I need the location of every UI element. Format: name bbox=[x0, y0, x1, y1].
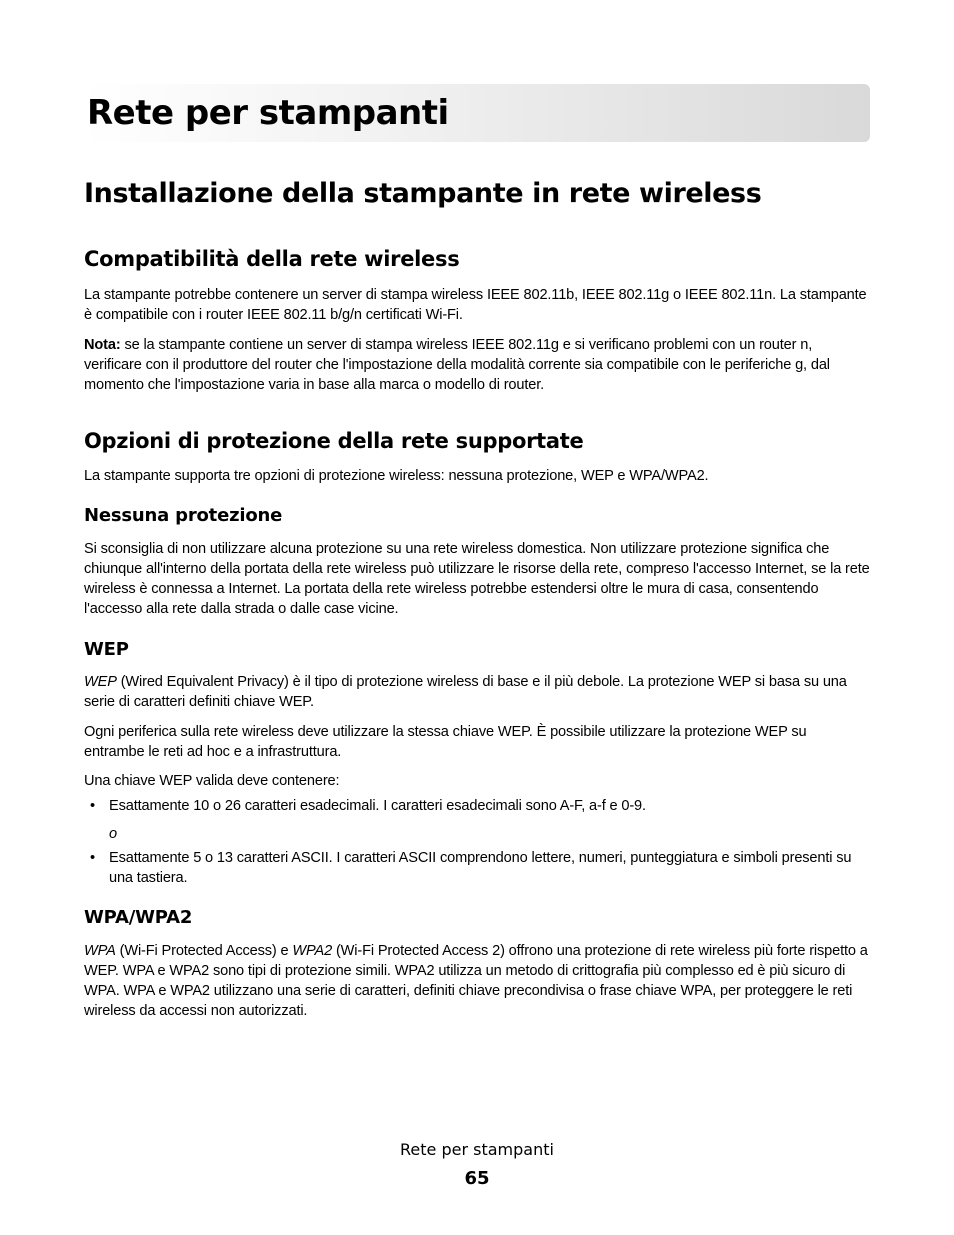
wep-term: WEP bbox=[84, 674, 117, 690]
compatibility-note bbox=[84, 335, 870, 395]
wpa-paragraph: WPA (Wi-Fi Protected Access) e WPA2 (Wi-Fi Protected Access 2) offrono una protezione di rete wireless più forte rispetto a WEP. WPA e WPA2 sono tipi di protezione simili. WPA2 utilizza un metodo di crittografia più complesso ed è più sicuro di WPA. WPA e WPA2 utilizzano una serie di caratteri, definiti chiave precondivisa o frase chiave WPA, per proteggere le reti wireless da accessi non autorizzati. bbox=[84, 943, 868, 1019]
footer-chapter-title: Rete per stampanti bbox=[400, 1140, 554, 1159]
no-security-paragraph: Si sconsiglia di non utilizzare alcuna protezione su una rete wireless domestica. Non utilizzare protezione significa che chiunque all'interno della portata della rete wireless può utilizzare le risorse della rete, compreso l'accesso Internet, se la rete wireless è connessa a Internet. La portata della rete wireless potrebbe estendersi oltre le mura di casa, consentendo l'accesso alla rete dalla strada o dalle case vicine. bbox=[84, 541, 870, 617]
compatibility-heading: Compatibilità della rete wireless bbox=[84, 247, 460, 271]
note-label: Nota: bbox=[84, 337, 121, 353]
bullet-icon: • bbox=[90, 798, 95, 814]
wep-key-list-2 bbox=[84, 848, 870, 888]
wep-paragraph-2: Ogni periferica sulla rete wireless deve utilizzare la stessa chiave WEP. È possibile utilizzare la protezione WEP su entrambe le reti ad hoc e a infrastruttura. bbox=[84, 724, 807, 760]
compatibility-paragraph: La stampante potrebbe contenere un server di stampa wireless IEEE 802.11b, IEEE 802.11g o IEEE 802.11n. La stampante è compatibile con i router IEEE 802.11 b/g/n certificati Wi-Fi. bbox=[84, 287, 867, 323]
bullet-icon: • bbox=[90, 850, 95, 866]
list-item: • Esattamente 5 o 13 caratteri ASCII. I caratteri ASCII comprendono lettere, numeri, punteggiatura e simboli presenti su una tastiera. bbox=[90, 850, 852, 886]
chapter-title: Rete per stampanti bbox=[87, 93, 449, 133]
no-security-heading: Nessuna protezione bbox=[84, 505, 283, 526]
wep-paragraph-1: WEP (Wired Equivalent Privacy) è il tipo di protezione wireless di base e il più debole. La protezione WEP si basa su una serie di caratteri definiti chiave WEP. bbox=[84, 674, 847, 710]
or-separator: o bbox=[109, 826, 118, 842]
section-title: Installazione della stampante in rete wireless bbox=[84, 178, 762, 209]
security-options-heading: Opzioni di protezione della rete supportate bbox=[84, 429, 584, 453]
wep-paragraph-3: Una chiave WEP valida deve contenere: bbox=[84, 773, 340, 789]
wpa2-term: WPA2 bbox=[292, 943, 333, 959]
wpa-term: WPA bbox=[84, 943, 116, 959]
page-number: 65 bbox=[464, 1168, 490, 1189]
wep-key-list bbox=[84, 796, 870, 816]
wep-heading: WEP bbox=[84, 639, 129, 660]
security-intro: La stampante supporta tre opzioni di protezione wireless: nessuna protezione, WEP e WPA/WPA2. bbox=[84, 468, 709, 484]
wpa-heading: WPA/WPA2 bbox=[84, 907, 193, 928]
note-text: se la stampante contiene un server di stampa wireless IEEE 802.11g e si verificano problemi con un router n, verificare con il produttore del router che l'impostazione della modalità corrente sia compatibile con le periferiche g, dal momento che l'impostazione varia in base alla marca o modello di router. bbox=[84, 337, 830, 393]
list-item: • Esattamente 10 o 26 caratteri esadecimali. I caratteri esadecimali sono A-F, a-f e 0-9. bbox=[90, 798, 646, 814]
